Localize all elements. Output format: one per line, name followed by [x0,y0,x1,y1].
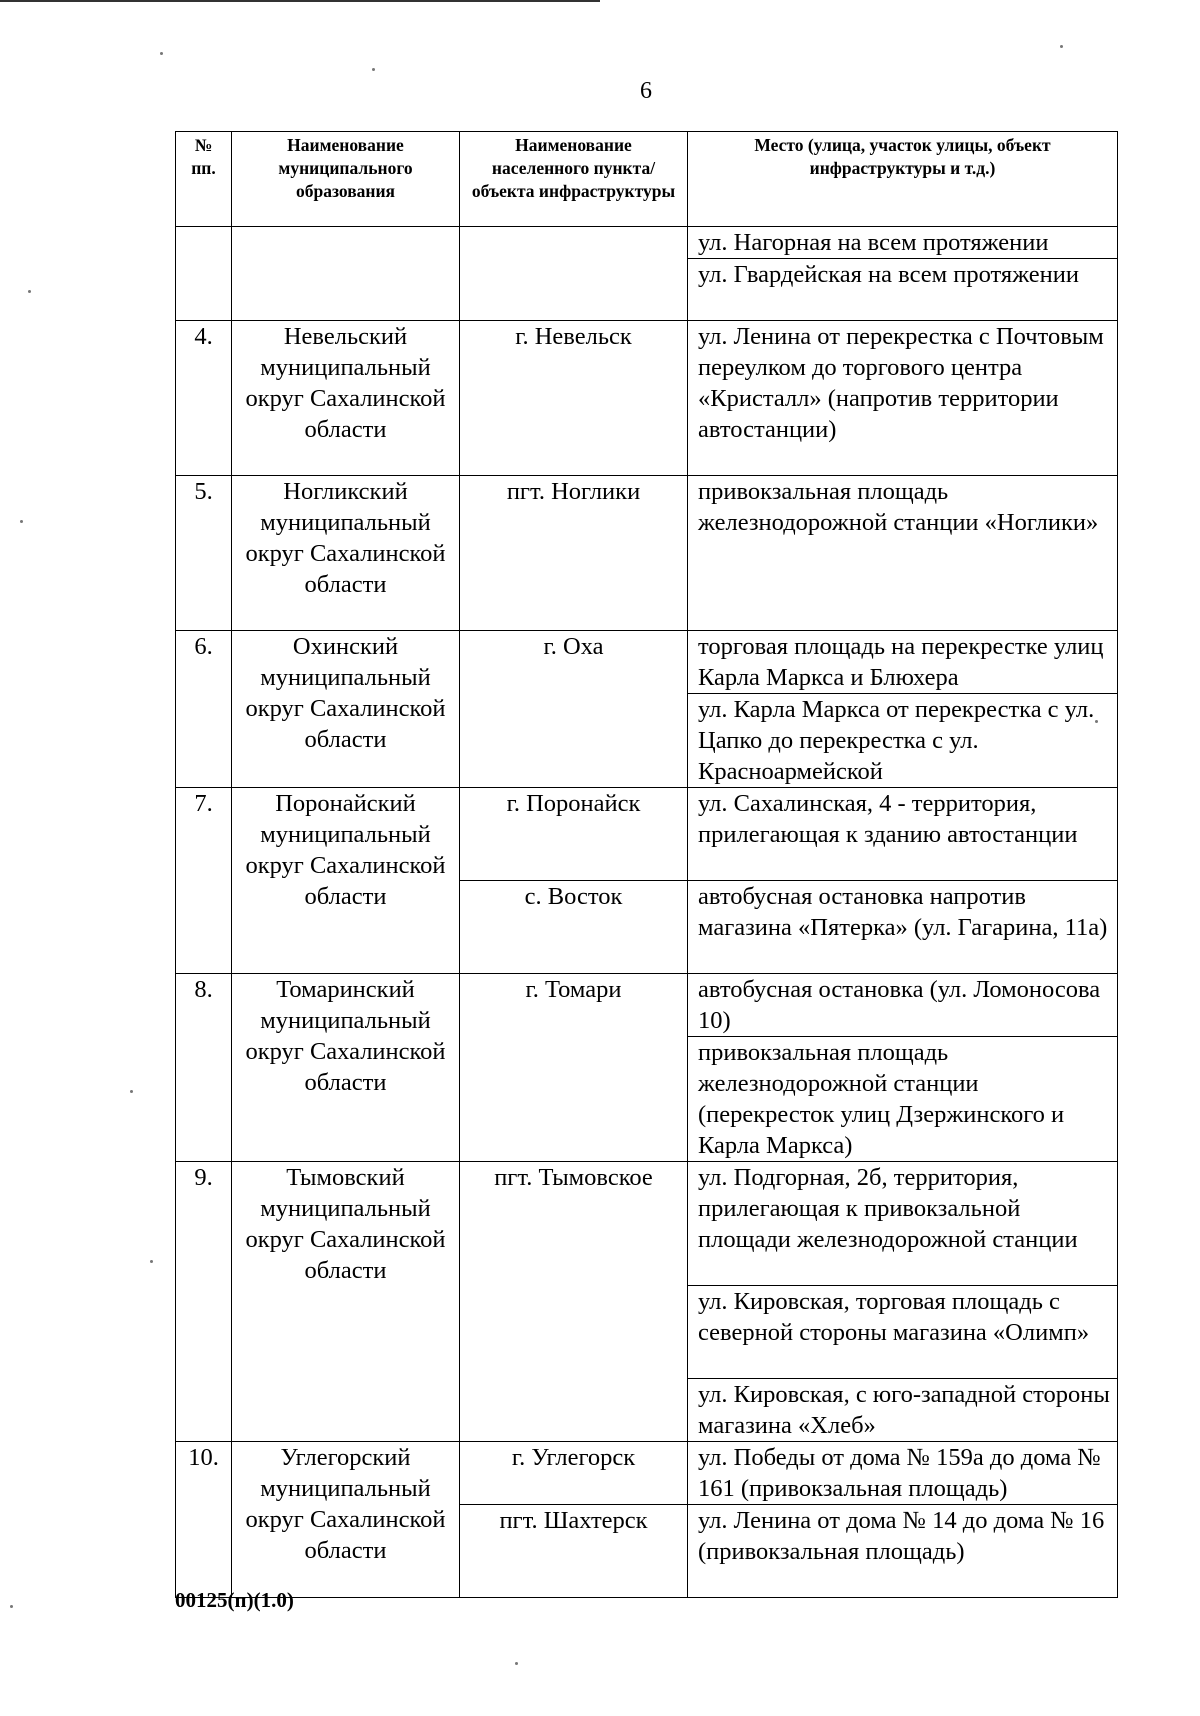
row-place: ул. Ленина от дома № 14 до дома № 16 (привокзальная площадь) [688,1505,1118,1598]
scan-speck [130,1090,133,1093]
row-place: ул. Подгорная, 2б, территория, прилегающая к привокзальной площади железнодорожной станции [688,1162,1118,1286]
row-settlement: г. Невельск [460,321,688,476]
header-settlement: Наименование населенного пункта/объекта инфраструктуры [460,132,688,227]
row-place: автобусная остановка напротив магазина «Пятерка» (ул. Гагарина, 11а) [688,881,1118,974]
scan-speck [28,290,31,293]
row-number: 5. [176,476,232,631]
row-number [176,227,232,321]
table-header-row [176,132,1118,227]
row-settlement: с. Восток [460,881,688,974]
row-place: ул. Кировская, торговая площадь с северной стороны магазина «Олимп» [688,1286,1118,1379]
header-number: № пп. [176,132,232,227]
row-place: ул. Кировская, с юго-западной стороны магазина «Хлеб» [688,1379,1118,1442]
top-rule [0,0,600,2]
scan-speck [515,1662,518,1665]
row-number: 4. [176,321,232,476]
table-row [176,476,1118,631]
scan-speck [1095,720,1098,723]
scan-speck [150,1260,153,1263]
table-row [176,631,1118,694]
table-row [176,974,1118,1037]
header-municipality: Наименование муниципального образования [232,132,460,227]
row-place: автобусная остановка (ул. Ломоносова 10) [688,974,1118,1037]
row-settlement: пгт. Шахтерск [460,1505,688,1598]
row-municipality: Тымовский муниципальный округ Сахалинской области [232,1162,460,1442]
row-place: привокзальная площадь железнодорожной станции (перекресток улиц Дзержинского и Карла Маркса) [688,1037,1118,1162]
table-row [176,1442,1118,1505]
footer-document-code: 00125(п)(1.0) [175,1588,294,1612]
table-row [176,788,1118,881]
scan-speck [372,68,375,71]
row-settlement: г. Поронайск [460,788,688,881]
row-place: привокзальная площадь железнодорожной станции «Ноглики» [688,476,1118,631]
scan-speck [20,520,23,523]
row-settlement: пгт. Ноглики [460,476,688,631]
row-place: ул. Нагорная на всем протяжении [688,227,1118,259]
scan-speck [1060,45,1063,48]
row-place: ул. Карла Маркса от перекрестка с ул. Цапко до перекрестка с ул. Красноармейской [688,694,1118,788]
table-row [176,227,1118,259]
table-row [176,1162,1118,1286]
row-place: ул. Сахалинская, 4 - территория, прилегающая к зданию автостанции [688,788,1118,881]
row-municipality: Поронайский муниципальный округ Сахалинской области [232,788,460,974]
row-settlement: пгт. Тымовское [460,1162,688,1442]
row-number: 10. [176,1442,232,1598]
row-municipality: Ногликский муниципальный округ Сахалинской области [232,476,460,631]
row-number: 9. [176,1162,232,1442]
row-number: 8. [176,974,232,1162]
row-settlement: г. Углегорск [460,1442,688,1505]
row-place: ул. Победы от дома № 159а до дома № 161 (привокзальная площадь) [688,1442,1118,1505]
row-settlement [460,227,688,321]
row-settlement: г. Томари [460,974,688,1162]
row-place: ул. Гвардейская на всем протяжении [688,259,1118,321]
row-municipality: Углегорский муниципальный округ Сахалинской области [232,1442,460,1598]
row-place: ул. Ленина от перекрестка с Почтовым переулком до торгового центра «Кристалл» (напротив территории автостанции) [688,321,1118,476]
row-municipality: Томаринский муниципальный округ Сахалинской области [232,974,460,1162]
row-municipality [232,227,460,321]
row-municipality: Невельский муниципальный округ Сахалинской области [232,321,460,476]
row-number: 6. [176,631,232,788]
row-municipality: Охинский муниципальный округ Сахалинской области [232,631,460,788]
header-place: Место (улица, участок улицы, объект инфраструктуры и т.д.) [688,132,1118,227]
locations-table [175,131,1118,1598]
row-place: торговая площадь на перекрестке улиц Карла Маркса и Блюхера [688,631,1118,694]
table-row [176,321,1118,476]
row-settlement: г. Оха [460,631,688,788]
page-number: 6 [640,78,652,104]
row-number: 7. [176,788,232,974]
scan-speck [160,52,163,55]
scan-speck [10,1605,13,1608]
